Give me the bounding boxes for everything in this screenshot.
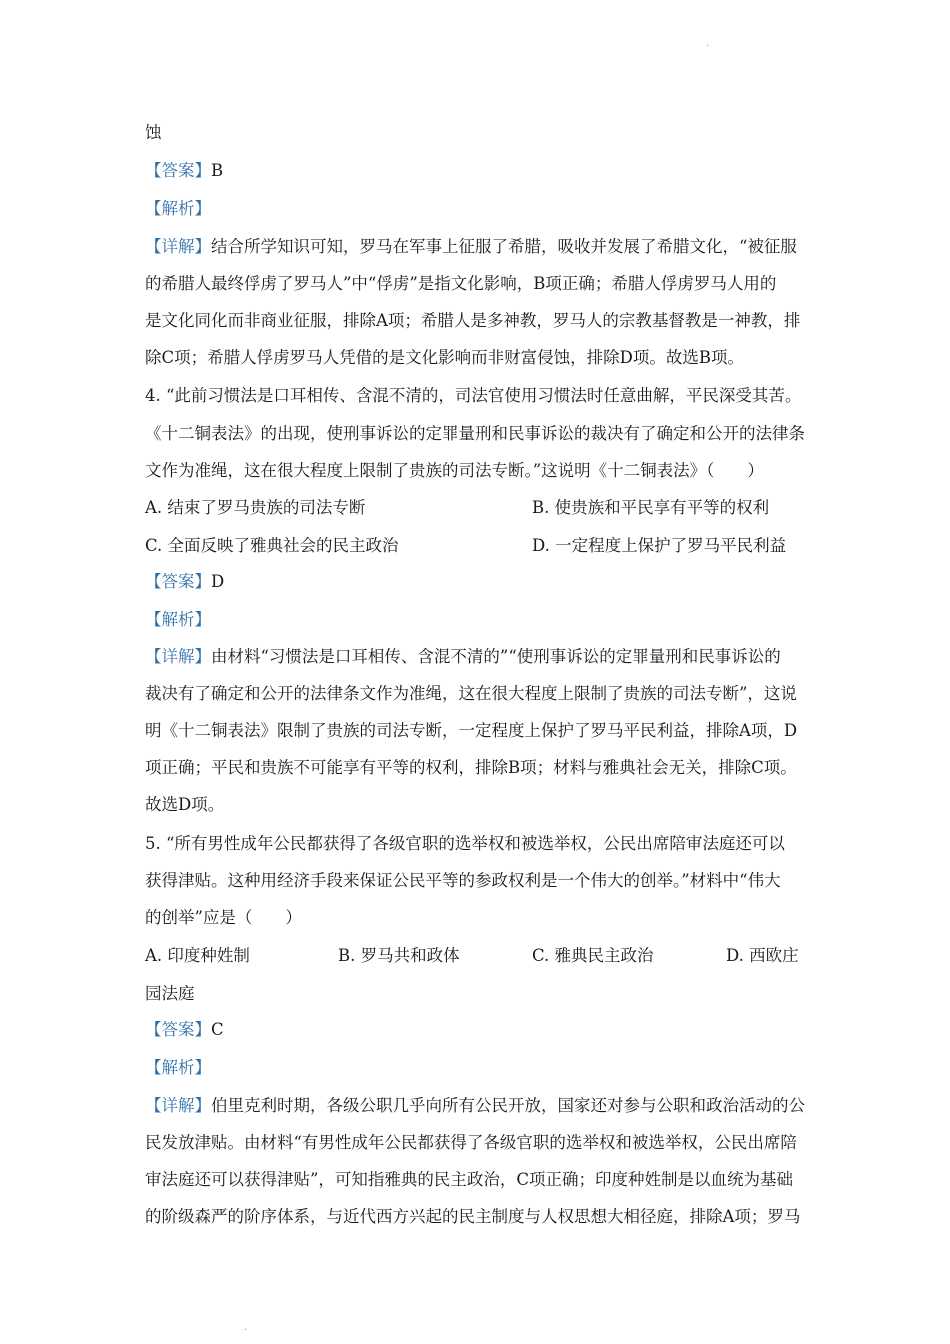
q3-detail-2: 的希腊人最终俘虏了罗马人”中“俘虏”是指文化影响，B项正确；希腊人俘虏罗马人用的: [145, 274, 777, 293]
q3-answer-line: [145, 159, 815, 183]
q3-tail: 蚀: [145, 123, 162, 142]
q5-answer-line: 【答案】C: [145, 1020, 224, 1039]
q5-stem-3: 的创举”应是（ ）: [145, 908, 302, 927]
q3-detail-1: 【详解】结合所学知识可知，罗马在军事上征服了希腊，吸收并发展了希腊文化，“被征服: [145, 237, 797, 256]
q5-option-d-wrap: 园法庭: [145, 984, 195, 1003]
q4-option-a: A. 结束了罗马贵族的司法专断: [145, 498, 366, 517]
q4-detail-3: 明《十二铜表法》限制了贵族的司法专断，一定程度上保护了罗马平民利益，排除A项，D: [145, 721, 798, 740]
q5-answer: C: [211, 1020, 224, 1039]
q3-analysis-tag: 【解析】: [145, 199, 211, 218]
q4-option-c: C. 全面反映了雅典社会的民主政治: [145, 536, 399, 555]
q5-stem-2: 获得津贴。这种用经济手段来保证公民平等的参政权利是一个伟大的创举。”材料中“伟大: [145, 871, 781, 890]
q5-option-c: C. 雅典民主政治: [532, 946, 654, 965]
q4-stem-3: 文作为准绳，这在很大程度上限制了贵族的司法专断。”这说明《十二铜表法》（ ）: [145, 461, 764, 480]
q5-detail-4: 的阶级森严的阶序体系，与近代西方兴起的民主制度与人权思想大相径庭，排除A项；罗马: [145, 1207, 801, 1226]
q5-detail-3: 审法庭还可以获得津贴”，可知指雅典的民主政治，C项正确；印度种姓制是以血统为基础: [145, 1170, 794, 1189]
q4-stem-1: 4. “此前习惯法是口耳相传、含混不清的，司法官使用习惯法时任意曲解，平民深受其苦。: [145, 386, 802, 405]
q5-detail-2: 民发放津贴。由材料“有男性成年公民都获得了各级官职的选举权和被选举权，公民出席陪: [145, 1133, 797, 1152]
q5-detail-1: 【详解】伯里克利时期，各级公职几乎向所有公民开放，国家还对参与公职和政治活动的公: [145, 1096, 805, 1115]
q5-stem-1: 5. “所有男性成年公民都获得了各级官职的选举权和被选举权，公民出席陪审法庭还可以: [145, 834, 785, 853]
q4-option-b: B. 使贵族和平民享有平等的权利: [532, 498, 770, 517]
q4-detail-1: 【详解】由材料“习惯法是口耳相传、含混不清的”“使刑事诉讼的定罪量刑和民事诉讼的: [145, 647, 781, 666]
detail-tag: 【详解】: [145, 237, 211, 256]
q4-analysis-tag: 【解析】: [145, 610, 211, 629]
q4-answer-line: 【答案】D: [145, 572, 225, 591]
q5-option-a: A. 印度种姓制: [145, 946, 250, 965]
q5-option-d: D. 西欧庄: [726, 946, 799, 965]
answer-tag: 【答案】: [145, 161, 211, 180]
q4-stem-2: 《十二铜表法》的出现，使刑事诉讼的定罪量刑和民事诉讼的裁决有了确定和公开的法律条: [145, 424, 805, 443]
q4-option-d: D. 一定程度上保护了罗马平民利益: [532, 536, 787, 555]
q4-detail-2: 裁决有了确定和公开的法律条文作为准绳，这在很大程度上限制了贵族的司法专断”，这说: [145, 684, 797, 703]
q5-analysis-tag: 【解析】: [145, 1058, 211, 1077]
footer-mark: .: [244, 1322, 248, 1333]
q5-option-b: B. 罗马共和政体: [338, 946, 460, 965]
q4-detail-5: 故选D项。: [145, 795, 225, 814]
q3-detail-4: 除C项；希腊人俘虏罗马人凭借的是文化影响而非财富侵蚀，排除D项。故选B项。: [145, 348, 744, 367]
q4-detail-4: 项正确；平民和贵族不可能享有平等的权利，排除B项；材料与雅典社会无关，排除C项。: [145, 758, 797, 777]
header-mark: .: [706, 38, 710, 49]
q4-answer: D: [211, 572, 225, 591]
q3-detail-3: 是文化同化而非商业征服，排除A项；希腊人是多神教，罗马人的宗教基督教是一神教，排: [145, 311, 801, 330]
q3-answer: B: [211, 161, 224, 180]
